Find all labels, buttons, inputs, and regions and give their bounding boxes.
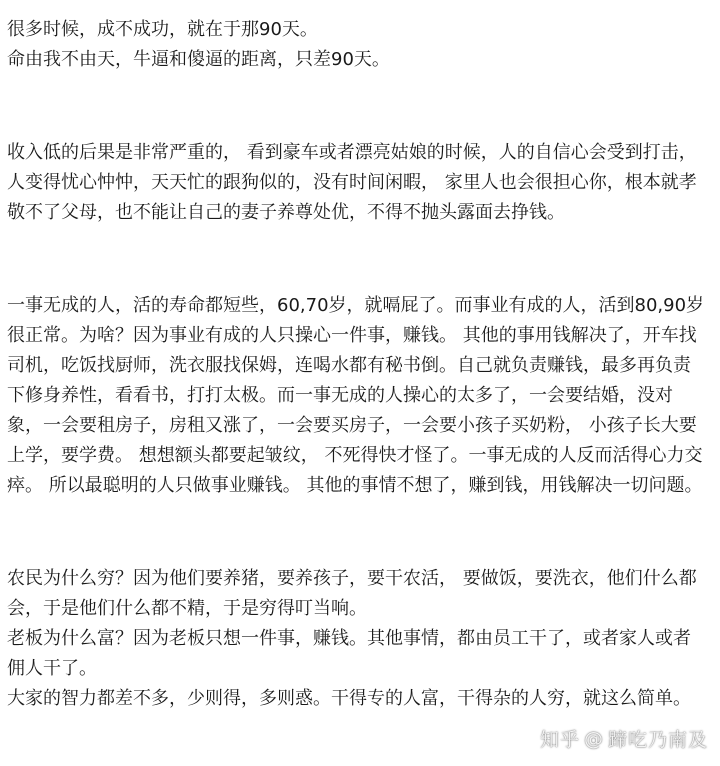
text-line: 农民为什么穷？因为他们要养猪，要养孩子，要干农活， 要做饭，要洗衣，他们什么都	[7, 568, 697, 589]
paragraph-lifespan	[7, 291, 715, 501]
text-line: 佣人干了。	[7, 658, 97, 679]
paragraph-spacer	[7, 501, 715, 533]
paragraph-spacer	[7, 260, 715, 291]
text-line: 命由我不由天，牛逼和傻逼的距离，只差90天。	[7, 49, 390, 70]
text-line: 下修身养性，看看书，打打太极。而一事无成的人操心的太多了，一会要结婚，没对	[7, 385, 673, 406]
text-line: 收入低的后果是非常严重的， 看到豪车或者漂亮姑娘的时候，人的自信心会受到打击，	[7, 142, 697, 163]
paragraph-spacer	[7, 75, 715, 107]
paragraph-low-income	[7, 138, 715, 228]
zhihu-watermark	[540, 725, 708, 752]
text-line: 人变得忧心忡忡，天天忙的跟狗似的，没有时间闲暇， 家里人也会很担心你，根本就孝	[7, 172, 697, 193]
text-line: 一事无成的人，活的寿命都短些，60,70岁，就嗝屁了。而事业有成的人，活到80,90岁	[7, 295, 705, 316]
article-body	[7, 0, 715, 714]
text-line: 很正常。为啥？因为事业有成的人只操心一件事，赚钱。 其他的事用钱解决了，开车找	[7, 325, 697, 346]
text-line: 象，一会要租房子，房租又涨了，一会要买房子，一会要小孩子买奶粉， 小孩子长大要	[7, 415, 697, 436]
paragraph-spacer	[7, 533, 715, 564]
text-line: 敬不了父母，也不能让自己的妻子养尊处优，不得不抛头露面去挣钱。	[7, 202, 565, 223]
text-line: 老板为什么富？因为老板只想一件事，赚钱。其他事情，都由员工干了，或者家人或者	[7, 628, 691, 649]
text-line: 大家的智力都差不多，少则得，多则惑。干得专的人富，干得杂的人穷，就这么简单。	[7, 688, 691, 709]
text-line: 很多时候，成不成功，就在于那90天。	[7, 19, 318, 40]
paragraph-spacer	[7, 107, 715, 138]
paragraph-farmer-boss	[7, 564, 715, 714]
watermark-author: 蹄吃乃南及	[607, 729, 708, 751]
paragraph-intro	[7, 15, 715, 75]
text-line: 上学，要学费。 想想额头都要起皱纹， 不死得快才怪了。一事无成的人反而活得心力交	[7, 445, 703, 466]
watermark-separator: @	[583, 727, 604, 750]
text-line: 司机，吃饭找厨师，洗衣服找保姆，连喝水都有秘书倒。自己就负责赚钱，最多再负责	[7, 355, 691, 376]
text-line: 瘁。 所以最聪明的人只做事业赚钱。 其他的事情不想了，赚到钱，用钱解决一切问题。	[7, 475, 703, 496]
text-line: 会，于是他们什么都不精，于是穷得叮当响。	[7, 598, 367, 619]
paragraph-spacer	[7, 228, 715, 260]
watermark-brand: 知乎	[539, 729, 580, 751]
